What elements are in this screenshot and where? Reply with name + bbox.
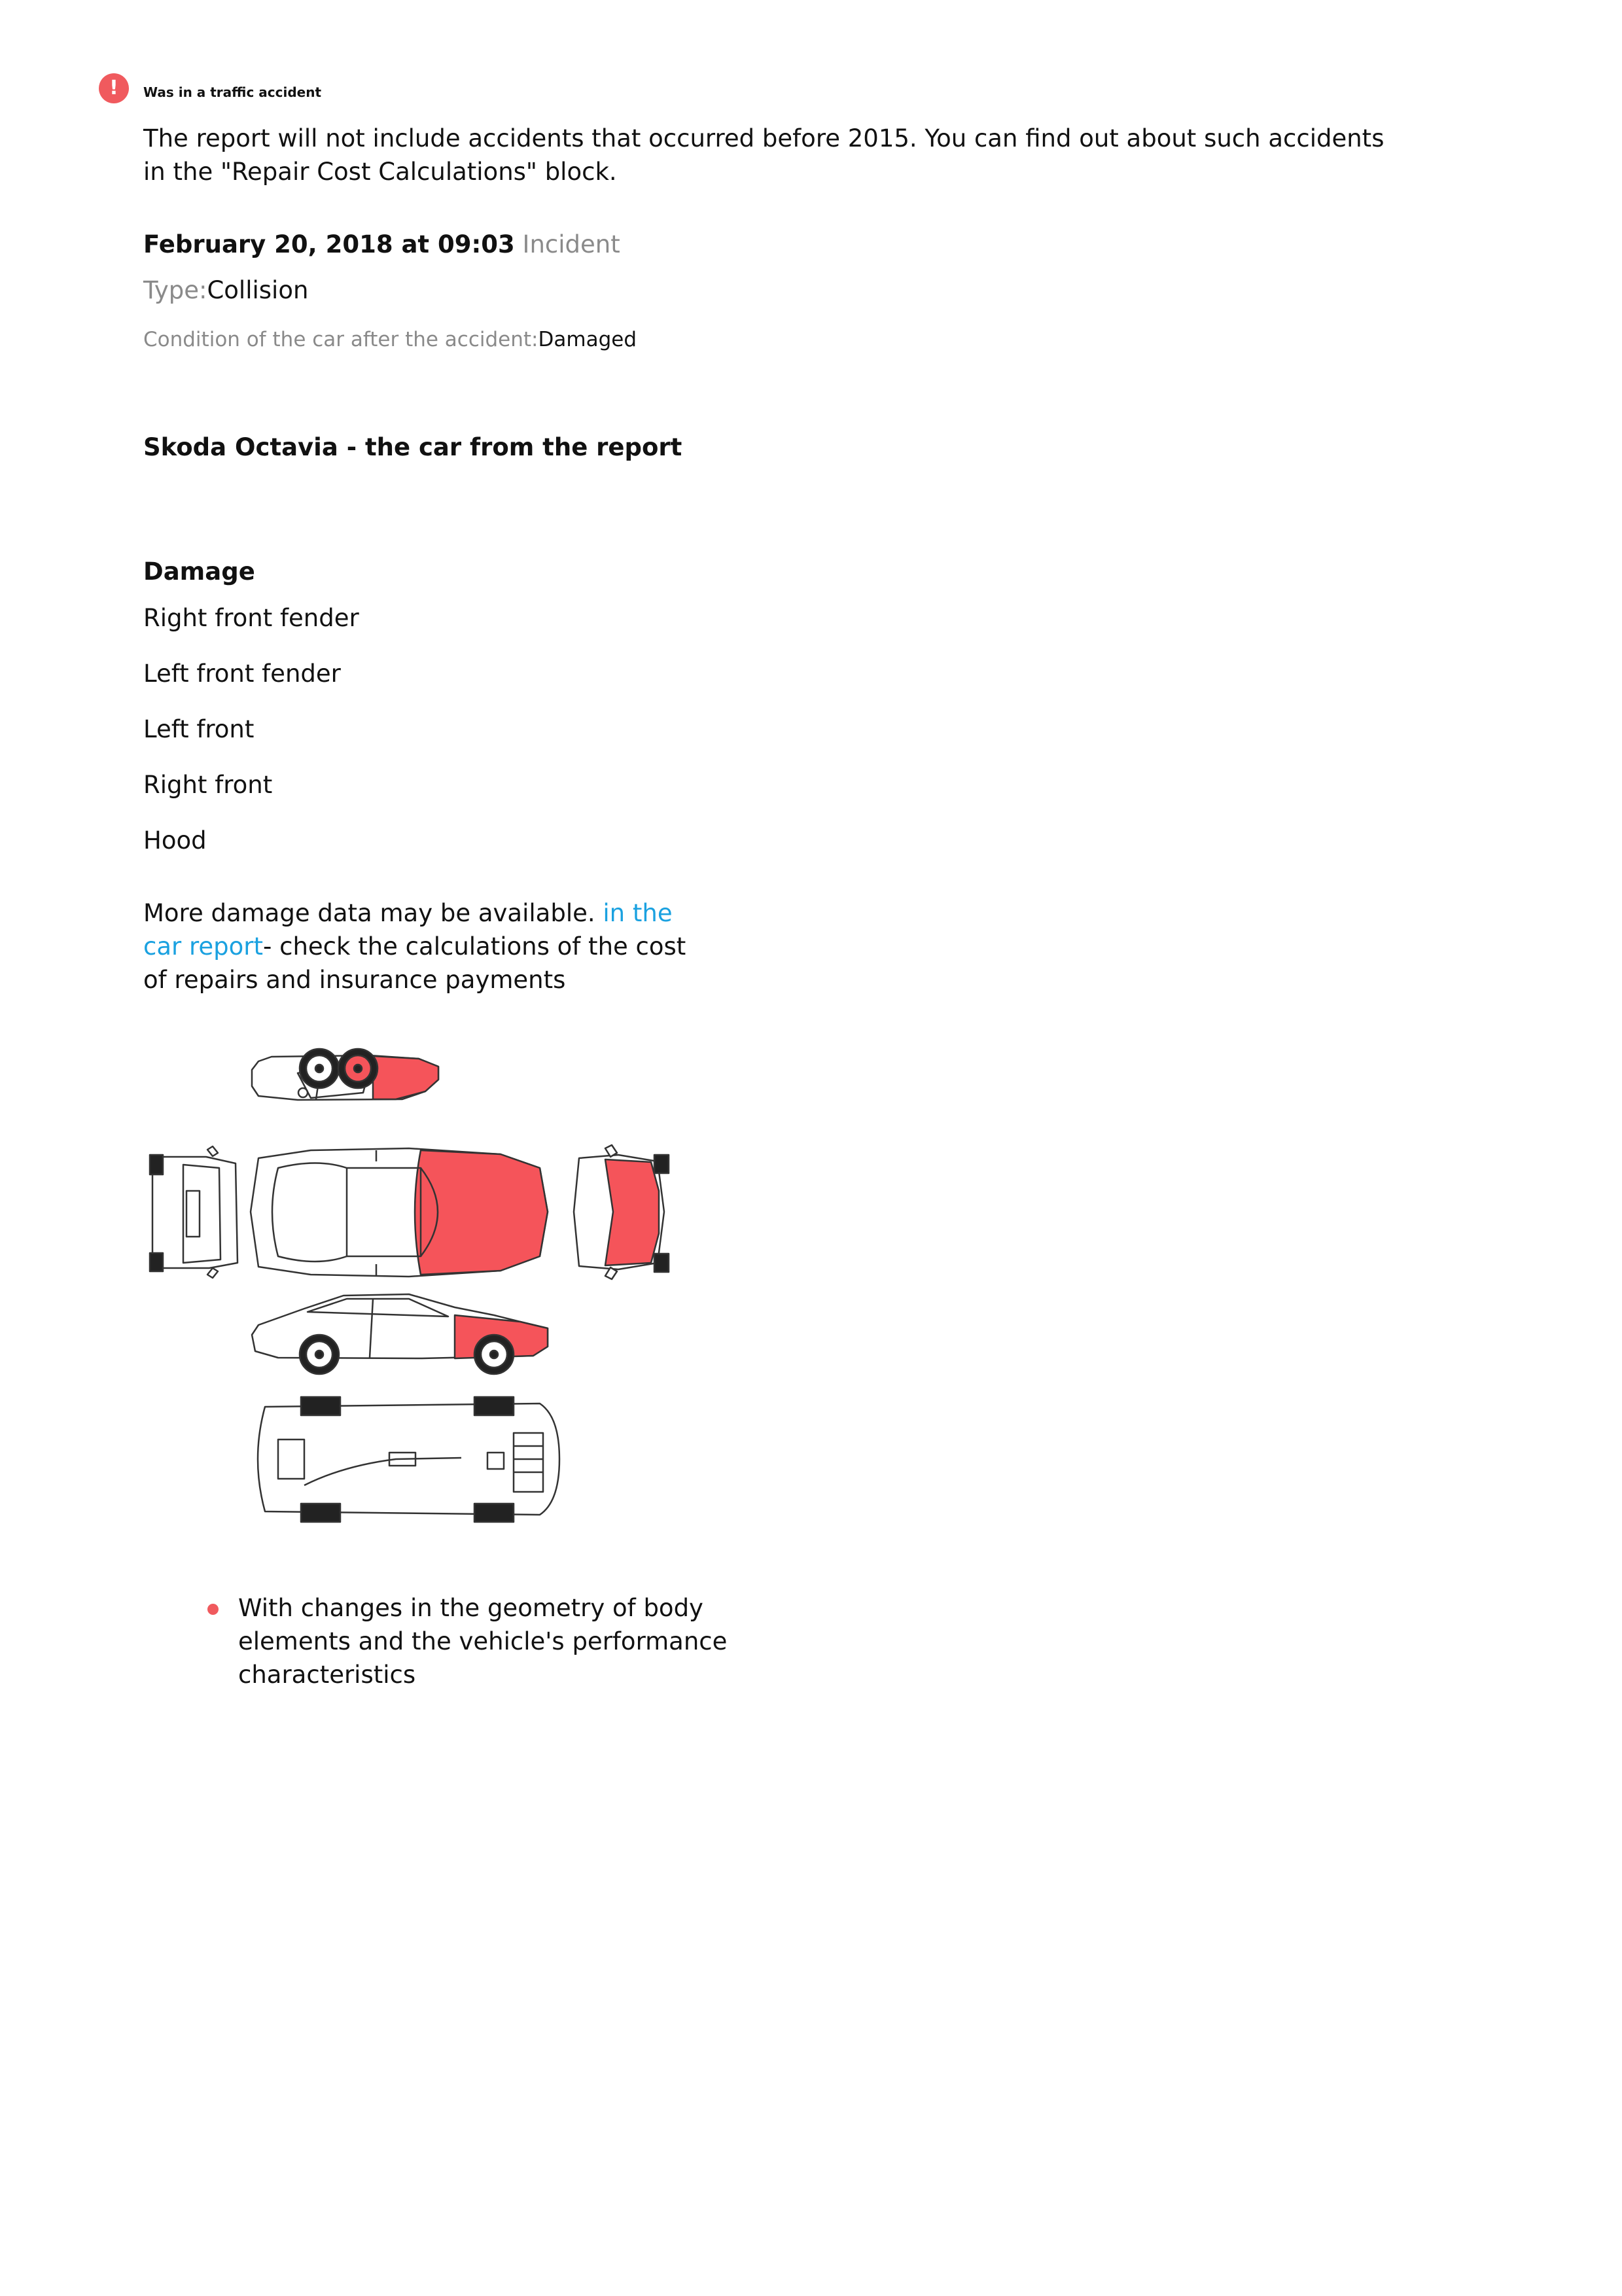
- car-report-link[interactable]: in the car report: [143, 899, 673, 961]
- car-title: Skoda Octavia - the car from the report: [143, 433, 682, 461]
- exclamation-icon: [99, 73, 129, 103]
- more-info-prefix: More damage data may be available.: [143, 899, 603, 927]
- bullet-dot: [207, 1604, 219, 1615]
- alert-title: Was in a traffic accident: [143, 84, 322, 100]
- bullet-item: With changes in the geometry of body elements and the vehicle's performance characteristics: [238, 1594, 728, 1689]
- condition-value: Damaged: [538, 328, 637, 351]
- damaged-hood: [415, 1150, 548, 1275]
- type-label: Type:: [143, 276, 207, 304]
- damage-list: [143, 602, 359, 880]
- car-front-view: [574, 1145, 669, 1279]
- damage-item: Right front fender: [143, 604, 359, 632]
- incident-type-row: [143, 276, 308, 304]
- car-damage-diagram: [147, 1034, 671, 1531]
- type-value: Collision: [207, 276, 309, 304]
- condition-row: [143, 328, 637, 351]
- more-info-suffix: - check the calculations of the cost of repairs and insurance payments: [143, 932, 686, 994]
- incident-kind: Incident: [522, 230, 620, 258]
- car-top-view: [251, 1148, 548, 1277]
- damaged-front-bumper: [605, 1159, 659, 1265]
- more-info: [143, 896, 713, 997]
- damage-title: Damage: [143, 557, 255, 586]
- exclamation-glyph: !: [109, 77, 118, 99]
- car-underside-view: [258, 1397, 559, 1522]
- notice-text: The report will not include accidents that occurred before 2015. You can find out about such accidents in the "Repair Cost Calculations" block.: [143, 124, 1384, 186]
- car-side-view-bottom: [252, 1294, 548, 1374]
- condition-label: Condition of the car after the accident:: [143, 328, 538, 351]
- incident-header: [143, 230, 620, 258]
- damaged-front-fender-top: [373, 1056, 438, 1099]
- damage-item: Left front fender: [143, 660, 341, 688]
- car-side-view-top: [252, 1049, 438, 1100]
- damage-item: Left front: [143, 715, 255, 743]
- damage-item: Hood: [143, 826, 207, 855]
- incident-date: February 20, 2018 at 09:03: [143, 230, 515, 258]
- damage-item: Right front: [143, 771, 273, 799]
- car-rear-view: [150, 1146, 238, 1278]
